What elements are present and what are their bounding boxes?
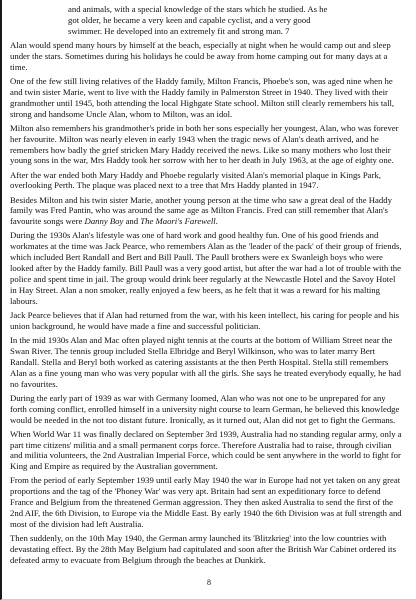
paragraph-blitzkrieg: Then suddenly, on the 10th May 1940, the German army launched its 'Blitzkrieg' into the low countries with devastating effect. By the 28th May Belgium had capitulated and soon after the British War Cabinet ordered its defeated army to evacuate from Belgium through the beaches at Dunkirk. [10, 533, 396, 565]
intro-line: and animals, with a special knowledge of the stars which he studied. As he [68, 4, 328, 14]
intro-indented-block [68, 4, 402, 37]
intro-line: got older, he became a very keen and capable cyclist, and a very good [68, 15, 311, 25]
song-title-maoris-farewell: The Maori's Farewell [140, 216, 216, 227]
paragraph-milton-francis: One of the few still living relatives of the Haddy family, Milton Francis, Phoebe's son, was aged nine when he and twin sister Marie, went to live with the Haddy family in Palmerston Street in 1940. They lived with their grandmother until 1945, both attending the local Highgate State school. Milton still clearly remembers his tall, strong and handsome Uncle Alan, whom to Milton, was an idol. [10, 75, 395, 119]
fred-pantin-text: Besides Milton and his twin sister Marie, another young person at the time who saw a great deal of the Haddy family was Fred Pantin, who was around the same age as Milton Francis. Fred can still remember that Alan's favourite songs were [10, 194, 392, 227]
paragraph-german-course: During the early part of 1939 as war with Germany loomed, Alan who was not one to be unprepared for any forth coming conflict, enrolled himself in a university night course to learn German, he believed this knowledge would be needed in the not too distant future. Ironically, as it turned out, Alan did not get to fight the Germans. [10, 392, 400, 425]
intro-line: swimmer. He developed into an extremely fit and strong man. 7 [68, 26, 290, 36]
paragraph-grandmother-pride: Milton also remembers his grandmother's pride in both her sons especially her youngest, Alan, who was forever her favourite. Milton was nearly eleven in early 1943 when the tragic news of Alan's death arrived, and he remembers how badly the grief stricken Mary Haddy received the news. Like so many mothers who lost their young sons in the war, Mrs Haddy took her sorrow with her to her death in July 1963, at the age of eighty one. [10, 122, 399, 166]
paragraph-jack-pearce: Jack Pearce believes that if Alan had returned from the war, with his keen intellect, his caring for people and his union background, he would have made a fine and successful politician. [10, 309, 400, 331]
paragraph-war-declared: When World War 11 was finally declared on September 3rd 1939, Australia had no standing regular army, only a part time citizens' militia and a small permanent corps force. Therefore Australia had to raise, through civilian and militia volunteers, the 2nd Australian Imperial Force, which could be sent anywhere in the world to fight for King and Empire as required by the Australian government. [10, 428, 402, 472]
page-number: 8 [207, 578, 211, 587]
paragraph-memorial-plaque: After the war ended both Mary Haddy and Phoebe regularly visited Alan's memorial plaque in Kings Park, overlooking Perth. The plaque was placed next to a tree that Mrs Haddy planted in 1947. [10, 169, 381, 191]
paragraph-fred-pantin [10, 195, 402, 228]
paragraph-phoney-war: From the period of early September 1939 until early May 1940 the war in Europe had not yet taken on any great proportions and the tag of the 'Phoney War' was very apt. Britain had sent an expeditionary force to defend France and Belgium from the threatened German aggression. They then asked Australia to send the first of the 2nd AIF, the 6th Division, to Europe via the Middle East. By early 1940 the 6th Division was at full strength and most of the division had left Australia. [10, 475, 402, 530]
song-title-danny-boy: Danny Boy [84, 216, 124, 227]
fred-pantin-text: . [215, 216, 218, 227]
paragraph-beach: Alan would spend many hours by himself at the beach, especially at night when he would camp out and sleep under the stars. Sometimes during his holidays he could be away from home camping out for many days at a time. [10, 40, 391, 72]
paragraph-night-tennis: In the mid 1930s Alan and Mac often played night tennis at the courts at the bottom of William Street near the Swan River. The tennis group included Stella Elbridge and Beryl Wilkinson, who was to later marry Bert Randall. Stella and Beryl both worked as catering assistants at the then Perth Hospital. Stella still remembers Alan as a fine young man who was very popular with all the girls. She says he treated everybody equally, he had no favourites. [10, 334, 401, 389]
paragraph-1930s-lifestyle: During the 1930s Alan's lifestyle was one of hard work and good healthy fun. One of his good friends and workmates at the time was Jack Pearce, who remembers Alan as the 'leader of the pack' of their group of friends, which included Bert Randall and Bert and Bill Paull. The Paull brothers were ex Swanleigh boys who were looked after by the Haddy family. Bill Paull was a very good artist, but after the war had a lot of trouble with the police and spent time in jail. The group would drink beer regularly at the Newcastle Hotel and the Savoy Hotel in Hay Street. Alan a non smoker, really enjoyed a few beers, as he felt that it was a reward for his malting labours. [10, 230, 402, 306]
fred-pantin-text: and [123, 216, 141, 227]
